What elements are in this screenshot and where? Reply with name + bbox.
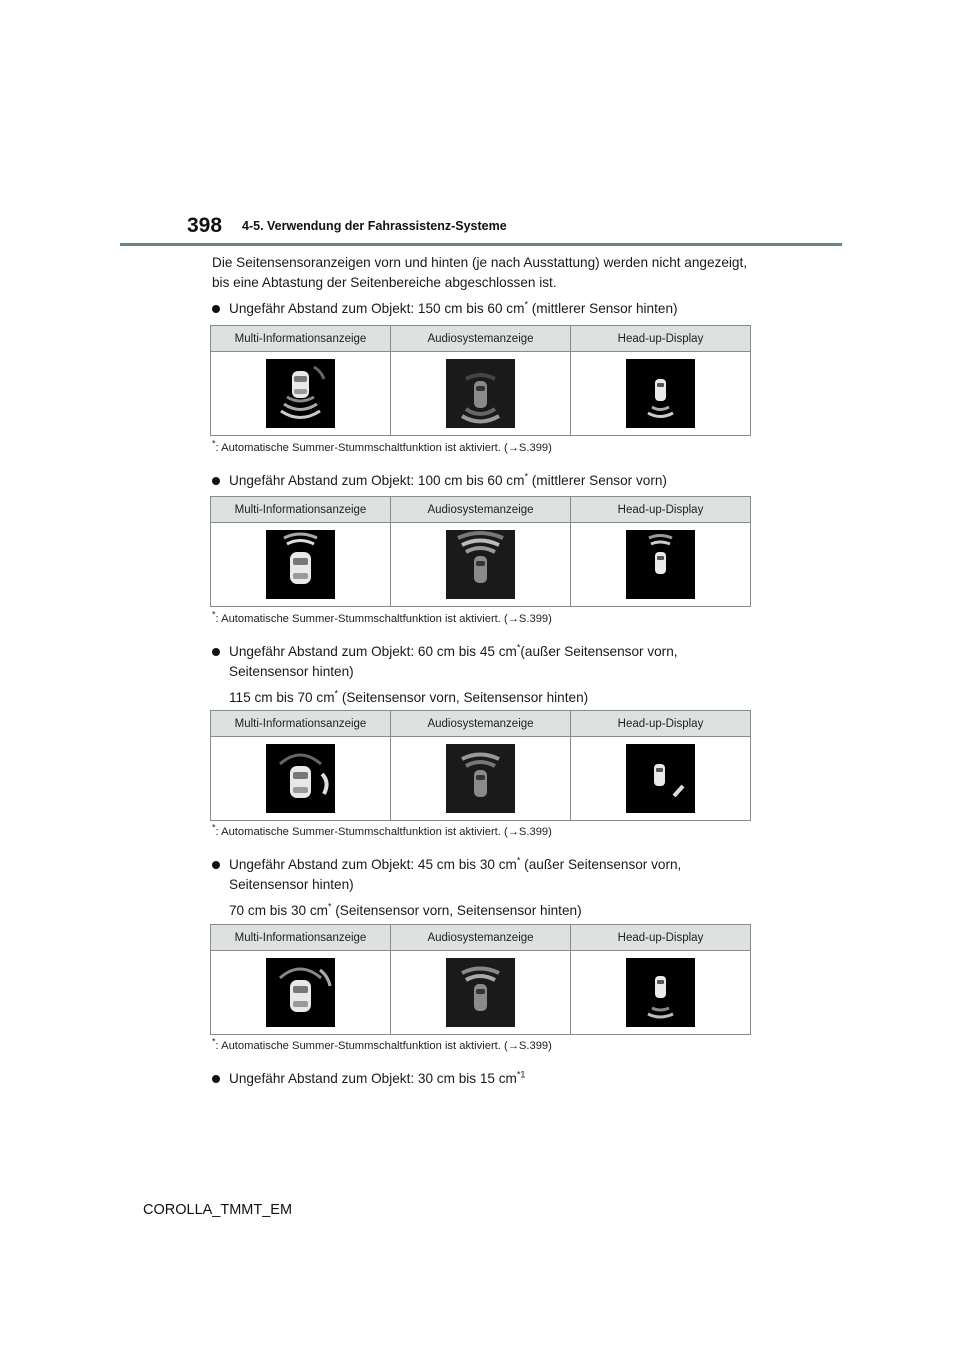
header-divider xyxy=(120,243,842,246)
display-table-3 xyxy=(210,710,751,821)
bullet-text: Ungefähr Abstand zum Objekt: 45 cm bis 30 cm* (außer Seitensensor vorn, Seitensensor hinten) xyxy=(229,855,682,892)
bullet-item-3 xyxy=(212,642,757,708)
footnote: *: Automatische Summer-Stummschaltfunktion ist aktiviert. (→S.399) xyxy=(212,822,552,838)
display-table-1 xyxy=(210,325,751,436)
column-header: Audiosystemanzeige xyxy=(391,711,571,737)
footnote: *: Automatische Summer-Stummschaltfunktion ist aktiviert. (→S.399) xyxy=(212,609,552,625)
bullet-item-5 xyxy=(212,1069,757,1089)
audio-screen-image xyxy=(446,530,515,599)
hud-screen-image xyxy=(626,744,695,813)
column-header: Audiosystemanzeige xyxy=(391,497,571,523)
mid-screen-image xyxy=(266,744,335,813)
bullet-item-2 xyxy=(212,471,757,491)
audio-screen-image xyxy=(446,359,515,428)
audio-screen-image xyxy=(446,744,515,813)
footnote: *: Automatische Summer-Stummschaltfunktion ist aktiviert. (→S.399) xyxy=(212,438,552,454)
hud-screen-image xyxy=(626,359,695,428)
column-header: Head-up-Display xyxy=(571,711,751,737)
display-table-4 xyxy=(210,924,751,1035)
footnote: *: Automatische Summer-Stummschaltfunktion ist aktiviert. (→S.399) xyxy=(212,1036,552,1052)
column-header: Audiosystemanzeige xyxy=(391,326,571,352)
bullet-text: Ungefähr Abstand zum Objekt: 30 cm bis 15 $cm^{*1}$ xyxy=(229,1069,526,1086)
column-header: Head-up-Display xyxy=(571,326,751,352)
mid-screen-image xyxy=(266,958,335,1027)
page-number: 398 xyxy=(187,214,223,237)
bullet-item-1 xyxy=(212,299,757,319)
bullet-text: Ungefähr Abstand zum Objekt: 150 cm bis 60 cm* (mittlerer Sensor hinten) xyxy=(229,299,678,316)
mid-screen-image xyxy=(266,530,335,599)
section-title: 4-5. Verwendung der Fahrassistenz-Systeme xyxy=(242,219,507,233)
hud-screen-image xyxy=(626,958,695,1027)
bullet-text-line2: 70 cm bis 30 cm* (Seitensensor vorn, Seitensensor hinten) xyxy=(229,901,582,918)
column-header: Head-up-Display xyxy=(571,925,751,951)
bullet-dot-icon xyxy=(212,477,220,485)
bullet-text: Ungefähr Abstand zum Objekt: 60 cm bis 45 cm*(außer Seitensensor vorn, Seitensensor hinten) xyxy=(229,642,678,679)
audio-screen-image xyxy=(446,958,515,1027)
bullet-item-4 xyxy=(212,855,757,921)
hud-screen-image xyxy=(626,530,695,599)
mid-screen-image xyxy=(266,359,335,428)
document-footer: COROLLA_TMMT_EM xyxy=(143,1202,293,1218)
bullet-dot-icon xyxy=(212,1075,220,1083)
column-header: Multi-Informationsanzeige xyxy=(211,326,391,352)
bullet-dot-icon xyxy=(212,648,220,656)
bullet-text: Ungefähr Abstand zum Objekt: 100 cm bis 60 cm* (mittlerer Sensor vorn) xyxy=(229,471,667,488)
column-header: Multi-Informationsanzeige xyxy=(211,497,391,523)
column-header: Multi-Informationsanzeige xyxy=(211,925,391,951)
column-header: Head-up-Display xyxy=(571,497,751,523)
bullet-text-line2: 115 cm bis 70 cm* (Seitensensor vorn, Seitensensor hinten) xyxy=(229,688,589,705)
bullet-dot-icon xyxy=(212,305,220,313)
display-table-2 xyxy=(210,496,751,607)
bullet-dot-icon xyxy=(212,861,220,869)
column-header: Multi-Informationsanzeige xyxy=(211,711,391,737)
intro-paragraph: Die Seitensensoranzeigen vorn und hinten (je nach Ausstattung) werden nicht angezeigt, bis eine Abtastung der Seitenbereiche abgeschlossen ist. xyxy=(212,255,748,290)
column-header: Audiosystemanzeige xyxy=(391,925,571,951)
